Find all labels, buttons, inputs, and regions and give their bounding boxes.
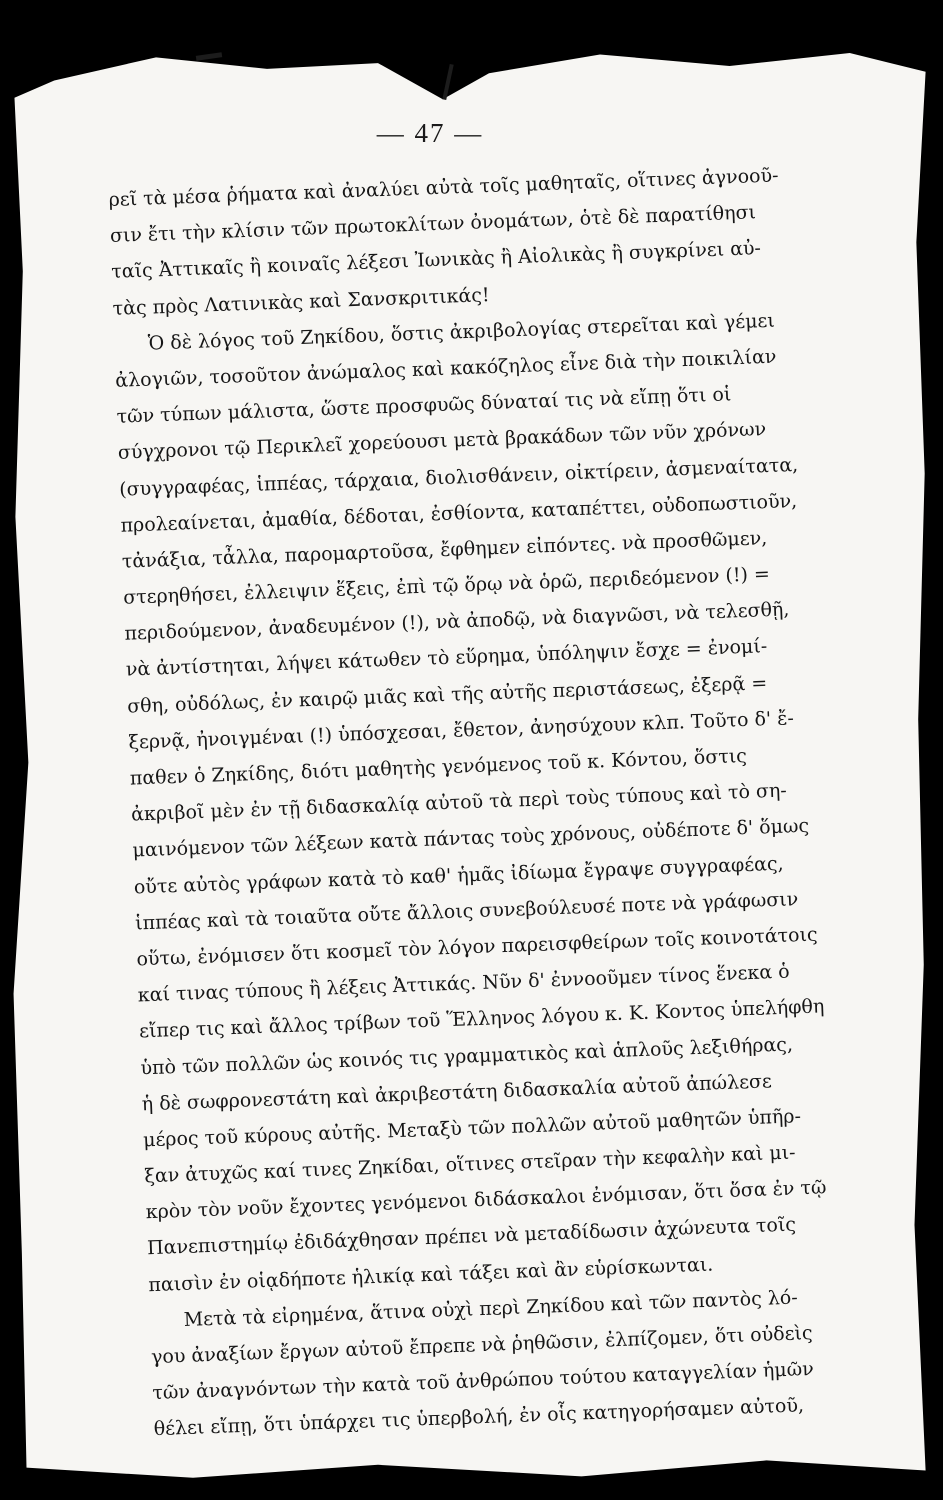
text-line: μέρος τοῦ κύρους αὐτῆς. Μεταξὺ τῶν πολλῶν αὐτοῦ μαθητῶν ὑπῆρ- [142, 1105, 802, 1152]
text-line: τἀνάξια, τἆλλα, παρομαρτοῦσα, ἔφθημεν εἰπόντες. νὰ προσθῶμεν, [121, 526, 768, 573]
text-line: σύγχρονοι τῷ Περικλεῖ χορεύουσι μετὰ βρακάδων τῶν νῦν χρόνων [117, 418, 767, 465]
text-line: εἴπερ τις καὶ ἄλλος τρίβων τοῦ Ἕλληνος λόγου κ. Κ. Κοντος ὑπελήφθη [138, 995, 825, 1043]
text-line: μαινόμενον τῶν λέξεων κατὰ πάντας τοὺς χρόνους, οὐδέποτε δ' ὅμως [132, 815, 810, 862]
body-text [108, 158, 827, 1448]
paragraph-first-line: Μετὰ τὰ εἰρημένα, ἅτινα οὐχὶ περὶ Ζηκίδου καὶ τῶν παντὸς λό- [183, 1286, 799, 1331]
page-number: — 47 — [376, 118, 484, 148]
text-line: κρὸν τὸν νοῦν ἔχοντες γενόμενοι διδάσκαλοι ἐνόμισαν, ὅτι ὅσα ἐν τῷ [145, 1176, 827, 1224]
text-line: παθεν ὁ Ζηκίδης, διότι μαθητὴς γενόμενος τοῦ κ. Κόντου, ὅστις [129, 744, 748, 790]
text-line: τῶν τύπων μάλιστα, ὥστε προσφυῶς δύναταί τις νὰ εἴπῃ ὅτι οἱ [116, 383, 732, 428]
text-line: οὔτε αὐτὸς γράφων κατὰ τὸ καθ' ἡμᾶς ἰδίωμα ἔγραψε συγγραφέας, [133, 852, 784, 899]
text-line: ξερνᾷ, ἠνοιγμέναι (!) ὑπόσχεσαι, ἔθετον, ἀνησύχουν κλπ. Τοῦτο δ' ἔ- [128, 707, 795, 754]
text-line: Πανεπιστημίῳ ἐδιδάχθησαν πρέπει νὰ μεταδίδωσιν ἀχώνευτα τοῖς [146, 1213, 797, 1260]
text-line: (συγγραφέας, ἱππέας, τάρχαια, διολισθάνειν, οἰκτίρειν, ἀσμεναίτατα, [118, 453, 799, 501]
text-line: γου ἀναξίων ἔργων αὐτοῦ ἔπρεπε νὰ ῥηθῶσιν, ἐλπίζομεν, ὅτι οὐδεὶς [150, 1321, 813, 1369]
text-line: τῶν ἀναγνόντων τὴν κατὰ τοῦ ἀνθρώπου τούτου καταγγελίαν ἡμῶν [152, 1358, 815, 1405]
text-line: ἀλογιῶν, τοσοῦτον ἀνώμαλος καὶ κακόζηλος εἶνε διὰ τὴν ποικιλίαν [114, 345, 777, 392]
text-line: προλεαίνεται, ἀμαθία, δέδοται, ἐσθίοντα, καταπέττει, οὐδοπωστιοῦν, [120, 489, 798, 537]
text-line: παισὶν ἐν οἱᾳδήποτε ἡλικίᾳ καὶ τάξει καὶ ἂν εὑρίσκωνται. [148, 1253, 714, 1296]
text-line: ἀκριβοῖ μὲν ἐν τῇ διδασκαλίᾳ αὐτοῦ τὰ περὶ τοὺς τύπους καὶ τὸ ση- [130, 779, 788, 826]
text-line: ταῖς Ἀττικαῖς ἢ κοιναῖς λέξεσι Ἰωνικὰς ἢ Αἰολικὰς ἢ συγκρίνει αὐ- [110, 237, 762, 284]
paragraph-first-line: Ὁ δὲ λόγος τοῦ Ζηκίδου, ὅστις ἀκριβολογίας στερεῖται καὶ γέμει [147, 309, 776, 355]
text-line: τὰς πρὸς Λατινικὰς καὶ Σανσκριτικάς! [112, 283, 490, 320]
text-line: ὑπὸ τῶν πολλῶν ὡς κοινός τις γραμματικὸς καὶ ἁπλοῦς λεξιθήρας, [140, 1032, 794, 1079]
text-line: νὰ ἀντίστηται, λήψει κάτωθεν τὸ εὕρημα, ὑπόληψιν ἔσχε = ἐνομί- [125, 635, 768, 682]
text-line: περιδούμενον, ἀναδευμένον (!), νὰ ἀποδῷ, νὰ διαγνῶσι, νὰ τελεσθῇ, [124, 598, 790, 645]
text-line: καί τινας τύπους ἢ λέξεις Ἀττικάς. Νῦν δ' ἐννοοῦμεν τίνος ἕνεκα ὁ [137, 960, 790, 1007]
text-line: ἱππέας καὶ τὰ τοιαῦτα οὔτε ἄλλοις συνεβούλευσέ ποτε νὰ γράφωσιν [134, 887, 799, 935]
text-line: οὕτω, ἐνόμισεν ὅτι κοσμεῖ τὸν λόγον παρεισφθείρων τοῖς κοινοτάτοις [136, 923, 818, 971]
text-line: ξαν ἀτυχῶς καί τινες Ζηκίδαι, οἵτινες στεῖραν τὴν κεφαλὴν καὶ μι- [144, 1141, 796, 1188]
text-line: θέλει εἴπῃ, ὅτι ὑπάρχει τις ὑπερβολή, ἐν οἷς κατηγορήσαμεν αὐτοῦ, [153, 1394, 805, 1441]
scan-artifact-top-left [196, 52, 222, 61]
text-line: ἡ δὲ σωφρονεστάτη καὶ ἀκριβεστάτη διδασκαλία αὐτοῦ ἀπώλεσε [141, 1069, 773, 1116]
text-line: σθη, οὐδόλως, ἐν καιρῷ μιᾶς καὶ τῆς αὐτῆς περιστάσεως, ἐξερᾷ = [126, 671, 768, 718]
text-line: στερηθήσει, ἐλλειψιν ἕξεις, ἐπὶ τῷ ὅρῳ νὰ ὁρῶ, περιδεόμενον (!) = [122, 563, 771, 609]
text-line: σιν ἔτι τὴν κλίσιν τῶν πρωτοκλίτων ὀνομάτων, ὁτὲ δὲ παρατίθησι [109, 201, 757, 248]
text-line: ρεῖ τὰ μέσα ῥήματα καὶ ἀναλύει αὐτὰ τοῖς μαθηταῖς, οἵτινες ἀγνοοῦ- [108, 164, 779, 211]
